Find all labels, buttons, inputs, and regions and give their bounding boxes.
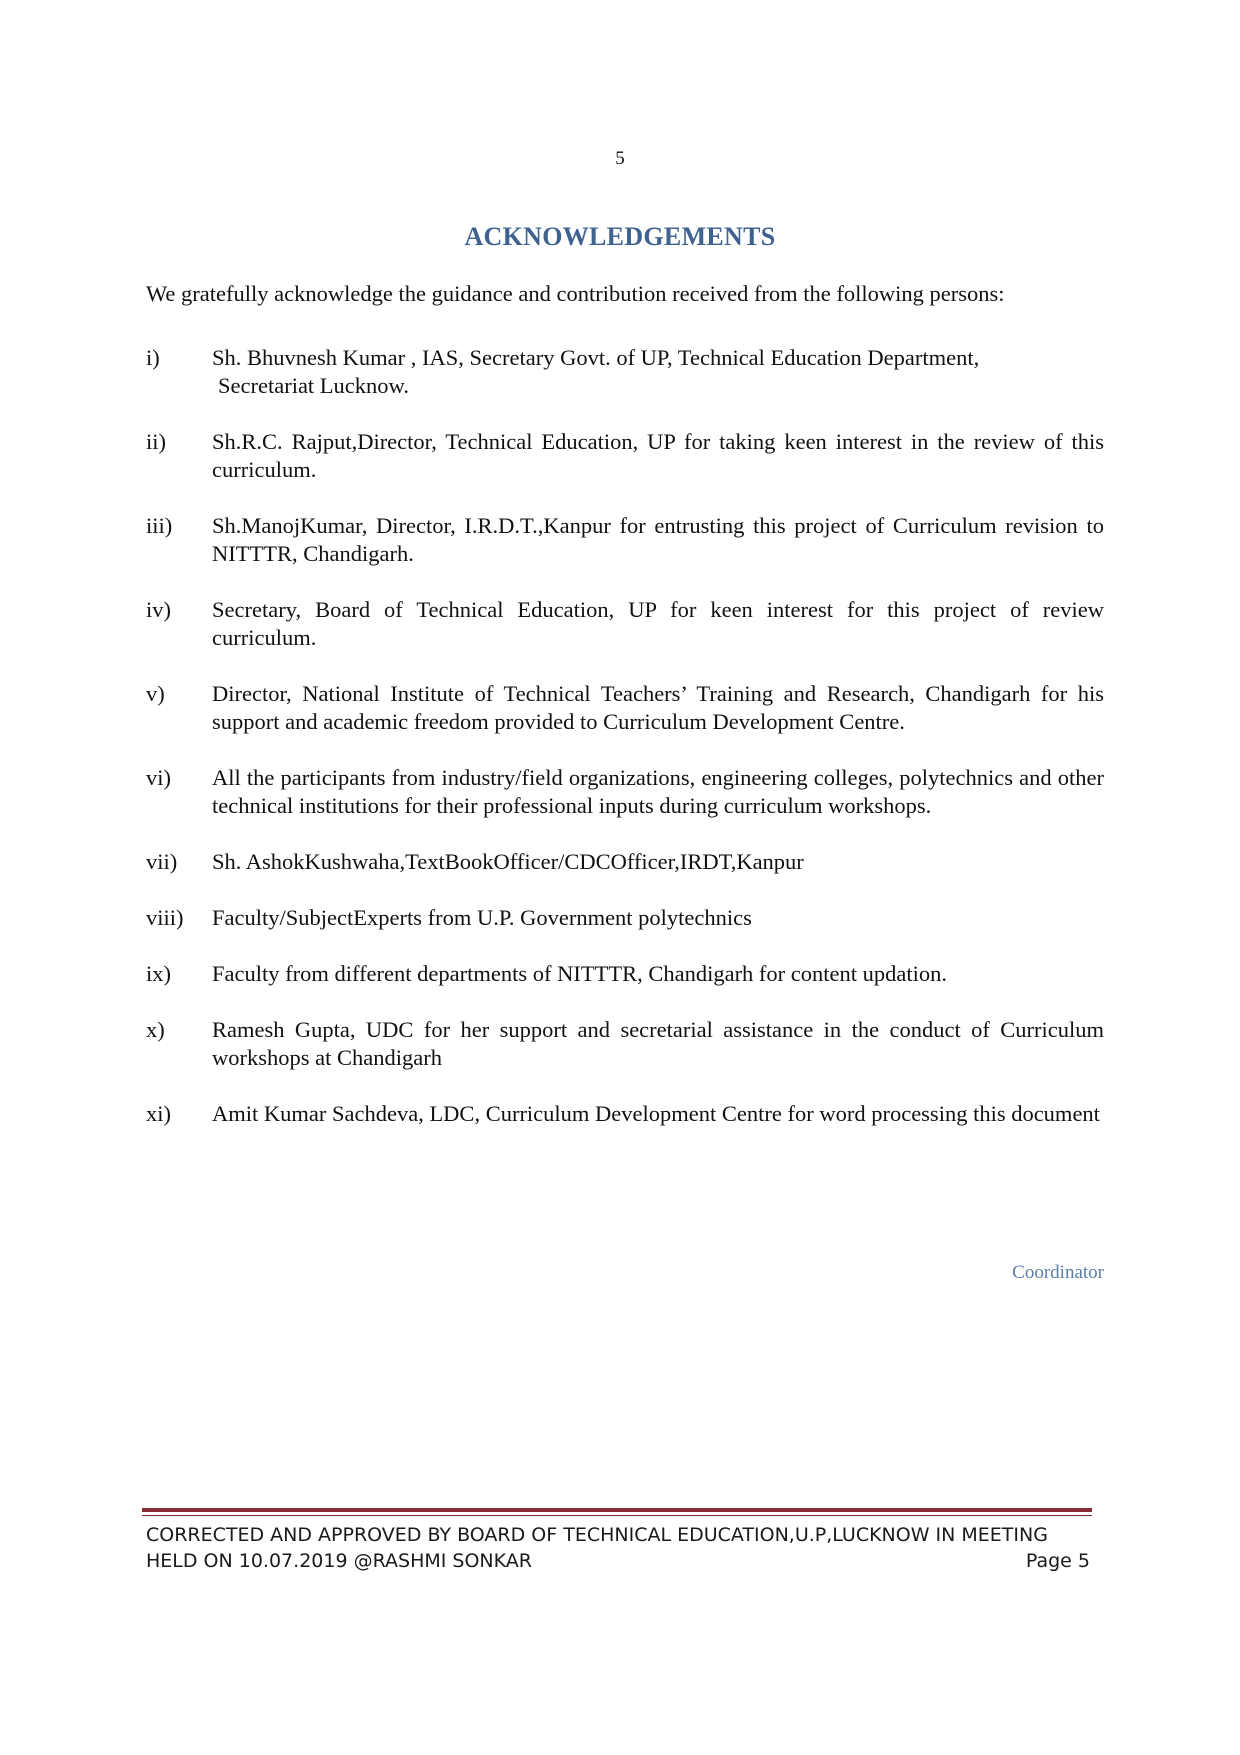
footer-line2: HELD ON 10.07.2019 @RASHMI SONKAR [146, 1550, 532, 1572]
item-number: ii) [146, 429, 166, 454]
page-footer [146, 1522, 1090, 1574]
item-number: ix) [146, 961, 171, 986]
item-number: x) [146, 1017, 165, 1042]
list-item [146, 596, 1104, 652]
acknowledgement-list [146, 344, 1104, 1156]
page-title: ACKNOWLEDGEMENTS [464, 222, 776, 251]
item-text: Sh.ManojKumar, Director, I.R.D.T.,Kanpur for entrusting this project of Curriculum revision to NITTTR, Chandigarh. [212, 513, 1104, 566]
item-text: All the participants from industry/field organizations, engineering colleges, polytechnics and other technical institutions for their professional inputs during curriculum workshops. [212, 765, 1104, 818]
footer-rule-thick [142, 1508, 1092, 1512]
list-item [146, 428, 1104, 484]
list-item [146, 764, 1104, 820]
item-text: Director, National Institute of Technical Teachers’ Training and Research, Chandigarh for his support and academic freedom provided to Curriculum Development Centre. [212, 681, 1104, 734]
item-number: viii) [146, 905, 184, 930]
footer-page-label: Page 5 [1025, 1550, 1090, 1572]
page-number-top: 5 [615, 148, 625, 169]
list-item [146, 904, 1104, 932]
item-text: Faculty/SubjectExperts from U.P. Government polytechnics [212, 905, 752, 930]
intro-paragraph: We gratefully acknowledge the guidance and contribution received from the following persons: [146, 281, 1005, 306]
list-item [146, 512, 1104, 568]
list-item [146, 344, 1104, 400]
item-number: iii) [146, 513, 173, 538]
item-number: vi) [146, 765, 171, 790]
footer-rule-thin [142, 1515, 1092, 1516]
footer-row2 [146, 1548, 1090, 1574]
item-text: Amit Kumar Sachdeva, LDC, Curriculum Development Centre for word processing this document [212, 1101, 1100, 1126]
list-item [146, 848, 1104, 876]
item-number: xi) [146, 1101, 171, 1126]
item-text-line2: Secretariat Lucknow. [218, 373, 409, 398]
list-item [146, 960, 1104, 988]
list-item [146, 680, 1104, 736]
item-text: Secretary, Board of Technical Education, UP for keen interest for this project of review curriculum. [212, 597, 1104, 650]
item-number: vii) [146, 849, 178, 874]
list-item [146, 1100, 1104, 1128]
item-text: Ramesh Gupta, UDC for her support and secretarial assistance in the conduct of Curriculum workshops at Chandigarh [212, 1017, 1104, 1070]
item-number: v) [146, 681, 165, 706]
signature-coordinator: Coordinator [1012, 1262, 1104, 1283]
item-number: i) [146, 345, 160, 370]
item-number: iv) [146, 597, 171, 622]
item-text [212, 344, 1104, 400]
item-text-line1: Sh. Bhuvnesh Kumar , IAS, Secretary Govt. of UP, Technical Education Department, [212, 345, 980, 370]
list-item [146, 1016, 1104, 1072]
footer-line1: CORRECTED AND APPROVED BY BOARD OF TECHNICAL EDUCATION,U.P,LUCKNOW IN MEETING [146, 1524, 1048, 1546]
item-text: Sh. AshokKushwaha,TextBookOfficer/CDCOfficer,IRDT,Kanpur [212, 849, 804, 874]
item-text: Faculty from different departments of NITTTR, Chandigarh for content updation. [212, 961, 948, 986]
item-text: Sh.R.C. Rajput,Director, Technical Education, UP for taking keen interest in the review of this curriculum. [212, 429, 1104, 482]
